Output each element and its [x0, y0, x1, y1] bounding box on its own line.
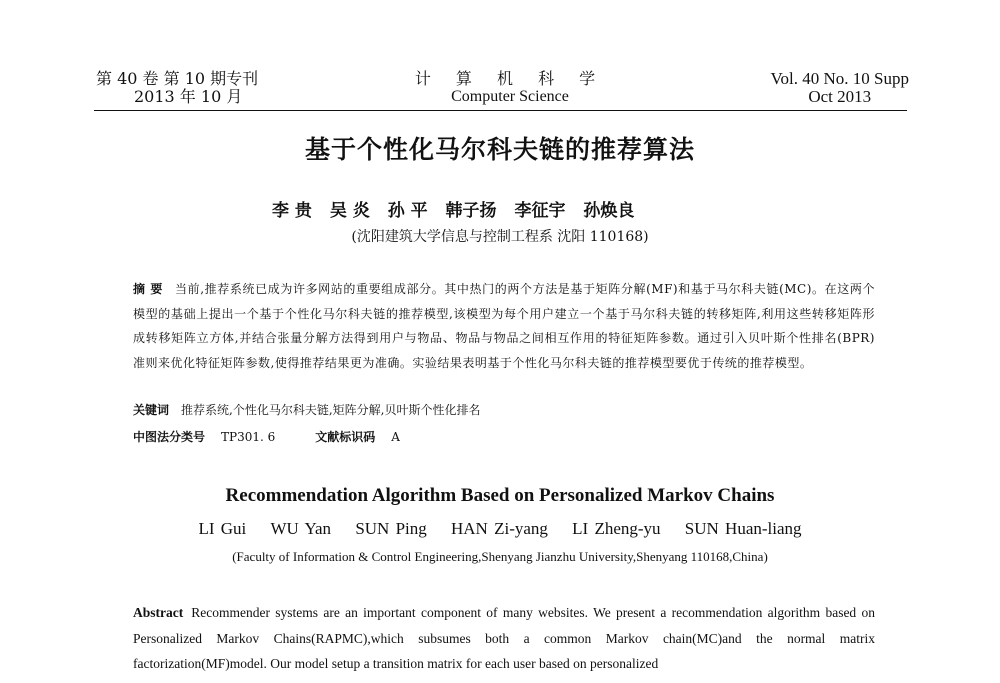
clc-value: TP301. 6 — [221, 430, 276, 444]
abstract-label-en: Abstract — [133, 605, 184, 620]
author-en: LI Zheng-yu — [572, 519, 661, 538]
author-en: WU Yan — [270, 519, 332, 538]
author-list-cn — [272, 196, 646, 221]
header-rule — [94, 110, 907, 111]
classification-line — [133, 428, 400, 445]
author-cn: 韩子扬 — [445, 201, 497, 221]
journal-name-en: Computer Science — [451, 88, 569, 105]
clc-label: 中图法分类号 — [133, 430, 206, 444]
paper-title-en: Recommendation Algorithm Based on Personalized Markov Chains — [225, 485, 775, 506]
abstract-text-en: Recommender systems are an important component of many websites. We present a recommendation algorithm based on Personalized Markov Chains(RAPMC),which subsumes both a common Markov chain(MC)and the normal matrix factorization(MF)model. Our model setup a transition matrix for each user based on personalized — [133, 605, 875, 671]
affiliation-en: (Faculty of Information & Control Engineering,Shenyang Jianzhu University,Shenyang 110168,China) — [232, 549, 768, 564]
abstract-cn — [133, 277, 875, 375]
journal-name-cn: 计 算 机 科 学 — [414, 69, 606, 88]
abstract-label-cn: 摘 要 — [133, 282, 164, 296]
author-cn: 吴 炎 — [329, 201, 370, 221]
keywords-label-cn: 关键词 — [133, 403, 170, 417]
volume-issue-en: Vol. 40 No. 10 Supp — [770, 69, 909, 88]
affiliation-cn: (沈阳建筑大学信息与控制工程系 沈阳 110168) — [351, 229, 649, 245]
author-en: HAN Zi-yang — [451, 519, 548, 538]
abstract-en — [133, 600, 875, 677]
doc-code-label: 文献标识码 — [315, 430, 376, 444]
doc-code-value: A — [391, 430, 400, 444]
author-cn: 孙 平 — [387, 201, 428, 221]
author-en: SUN Ping — [355, 519, 427, 538]
running-header-left — [96, 70, 258, 106]
author-list-en — [0, 519, 1000, 539]
paper-title-cn: 基于个性化马尔科夫链的推荐算法 — [304, 135, 695, 164]
author-cn: 李 贵 — [272, 201, 312, 221]
running-header-right — [770, 70, 909, 106]
abstract-text-cn: 当前,推荐系统已成为许多网站的重要组成部分。其中热门的两个方法是基于矩阵分解(MF)和基于马尔科夫链(MC)。在这两个模型的基础上提出一个基于个性化马尔科夫链的推荐模型,该模型为每个用户建立一个基于马尔科夫链的转移矩阵,利用这些转移矩阵形成转移矩阵立方体,并结合张量分解方法得到用户与物品、物品与物品之间相互作用的特征矩阵参数。通过引入贝叶斯个性排名(BPR)准则来优化特征矩阵参数,使得推荐结果更为准确。实验结果表明基于个性化马尔科夫链的推荐模型要优于传统的推荐模型。 — [133, 282, 875, 370]
date-en: Oct 2013 — [808, 87, 872, 106]
volume-issue-cn: 第 40 卷 第 10 期专刊 — [96, 69, 259, 88]
author-en: SUN Huan-liang — [684, 519, 802, 538]
running-header-center — [400, 70, 620, 106]
author-en: LI Gui — [198, 519, 247, 538]
author-cn: 李征宇 — [514, 201, 566, 221]
author-cn: 孙焕良 — [583, 201, 635, 221]
date-cn: 2013 年 10 月 — [134, 87, 243, 106]
keywords-text-cn: 推荐系统,个性化马尔科夫链,矩阵分解,贝叶斯个性化排名 — [181, 403, 481, 417]
keywords-cn — [133, 401, 480, 418]
